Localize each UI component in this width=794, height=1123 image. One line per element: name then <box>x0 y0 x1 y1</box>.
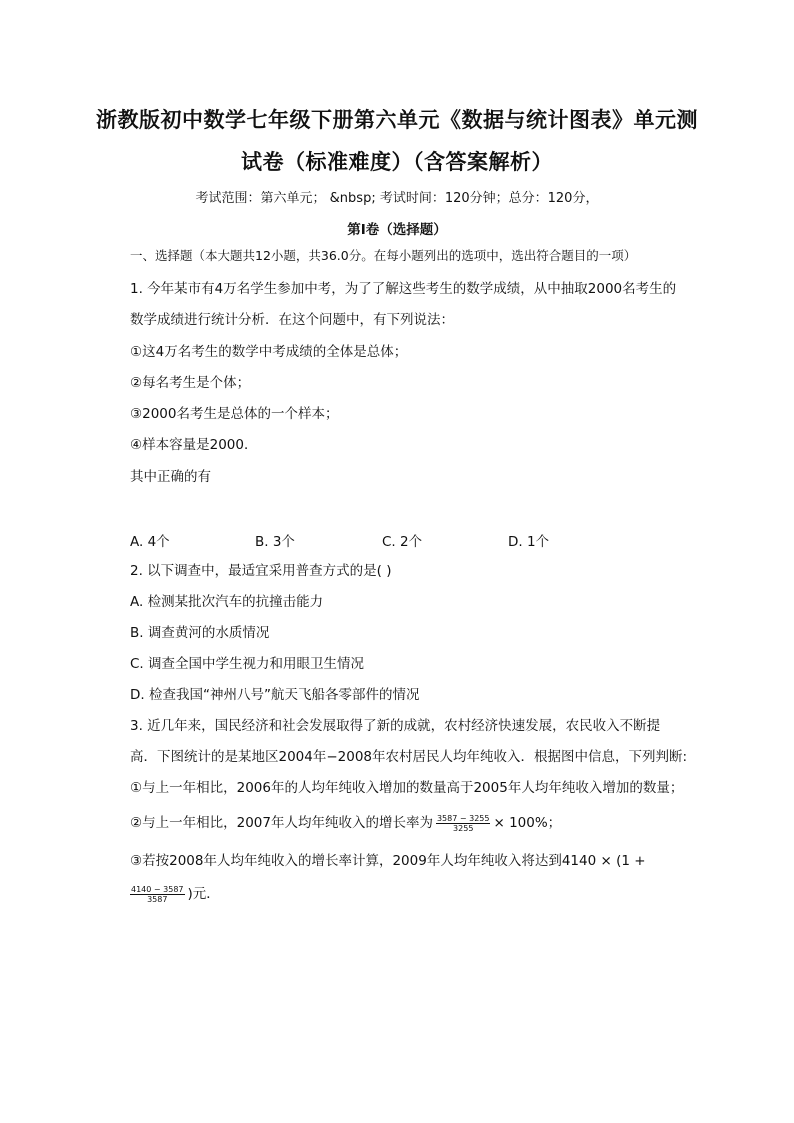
q1-stem-line2: 数学成绩进行统计分析．在这个问题中，有下列说法： <box>130 312 454 328</box>
q3-stem-line1: 3. 近几年来，国民经济和社会发展取得了新的成就，农村经济快速发展，农民收入不断提 <box>130 718 661 734</box>
q1-option-d[interactable]: D. 1个 <box>508 534 550 550</box>
exam-info: 考试范围：第六单元； &nbsp; 考试时间：120分钟；总分：120分， <box>195 191 599 206</box>
q3-stem-line2: 高．下图统计的是某地区2004年−2008年农村居民人均年纯收入．根据图中信息，下列判断: <box>130 749 688 765</box>
q3-judgement-3-line1: ③若按2008年人均年纯收入的增长率计算，2009年人均年纯收入将达到4140 × (1 + <box>130 853 646 869</box>
q3-judgement-2-fraction <box>436 814 491 833</box>
fraction-numerator: 4140 − 3587 <box>131 884 184 894</box>
q3-judgement-2 <box>130 813 561 833</box>
q3-judgement-3-suffix: )元． <box>187 886 220 902</box>
document-title-line1: 浙教版初中数学七年级下册第六单元《数据与统计图表》单元测 <box>96 107 698 132</box>
q1-statement-4: ④样本容量是2000． <box>130 437 258 453</box>
q1-stem-line1: 1. 今年某市有4万名学生参加中考，为了了解这些考生的数学成绩，从中抽取2000名考生的 <box>130 281 677 297</box>
document-title-line2: 试卷（标准难度）（含答案解析） <box>241 149 553 174</box>
q2-option-d[interactable]: D. 检查我国“神州八号”航天飞船各零部件的情况 <box>130 687 420 703</box>
section-heading: 一、选择题（本大题共12小题，共36.0分。在每小题列出的选项中，选出符合题目的一项） <box>130 248 637 263</box>
q1-option-a[interactable]: A. 4个 <box>130 534 170 550</box>
volume-heading: 第I卷（选择题） <box>347 222 447 238</box>
q3-judgement-3-fraction <box>130 885 185 904</box>
q1-statement-3: ③2000名考生是总体的一个样本； <box>130 406 339 422</box>
q2-stem: 2. 以下调查中，最适宜采用普查方式的是( ) <box>130 563 392 579</box>
q2-option-b[interactable]: B. 调查黄河的水质情况 <box>130 625 270 641</box>
q1-option-b[interactable]: B. 3个 <box>255 534 295 550</box>
q3-judgement-1: ①与上一年相比，2006年的人均年纯收入增加的数量高于2005年人均年纯收入增加的数量； <box>130 780 684 796</box>
q3-judgement-2-suffix: × 100%； <box>493 815 562 831</box>
q1-option-c[interactable]: C. 2个 <box>382 534 423 550</box>
q2-option-a[interactable]: A. 检测某批次汽车的抗撞击能力 <box>130 594 324 610</box>
q1-statement-1: ①这4万名考生的数学中考成绩的全体是总体； <box>130 344 408 360</box>
q1-statement-2: ②每名考生是个体； <box>130 375 251 391</box>
fraction-denominator: 3587 <box>147 894 168 904</box>
q3-judgement-2-text: ②与上一年相比，2007年人均年纯收入的增长率为 <box>130 815 433 831</box>
fraction-denominator: 3255 <box>453 823 474 833</box>
q1-prompt: 其中正确的有 <box>130 469 211 485</box>
q2-option-c[interactable]: C. 调查全国中学生视力和用眼卫生情况 <box>130 656 365 672</box>
q3-judgement-3-line2 <box>130 884 220 904</box>
fraction-numerator: 3587 − 3255 <box>436 813 490 823</box>
